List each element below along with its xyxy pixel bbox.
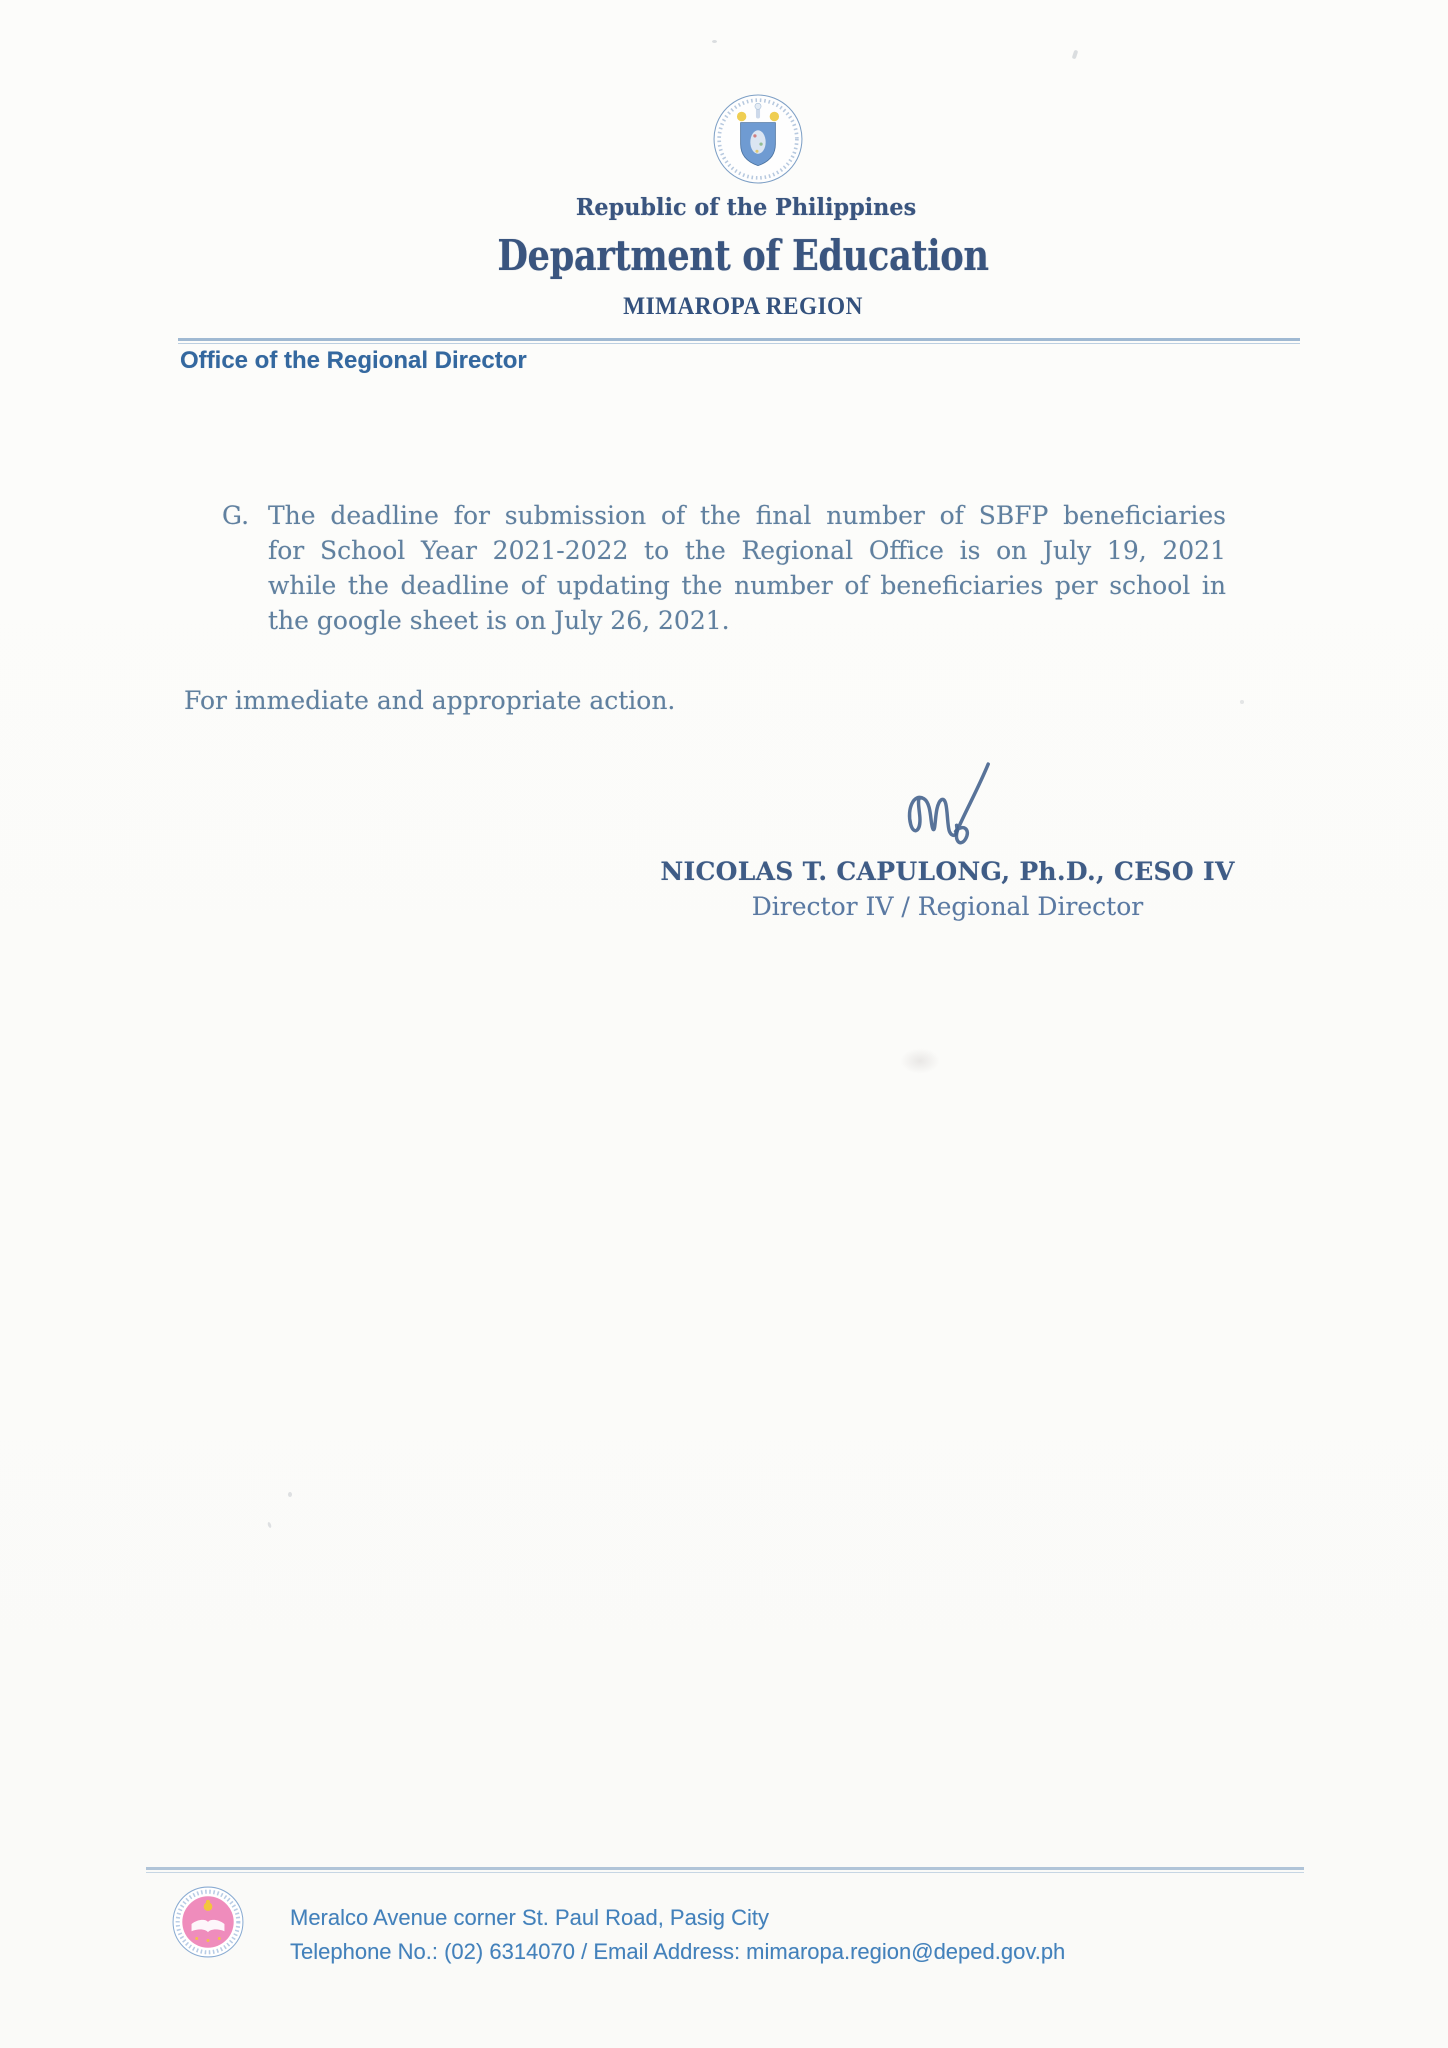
department-line: Department of Education: [497, 231, 989, 280]
closing-line: For immediate and appropriate action.: [184, 686, 676, 715]
paragraph-line: the google sheet is on July 26, 2021.: [268, 606, 730, 635]
paragraph-line: for School Year 2021-2022 to the Regional Office is on July 19, 2021: [268, 536, 1226, 565]
scan-artifact: [712, 40, 717, 43]
scan-artifact: [288, 1492, 292, 1497]
header-rule-shadow: [178, 343, 1300, 344]
footer-rule-shadow: [146, 1872, 1304, 1873]
paragraph-line: The deadline for submission of the final number of SBFP beneficiaries: [268, 501, 1226, 530]
scan-artifact: [900, 1048, 940, 1074]
scan-artifact: [1072, 50, 1079, 60]
scan-artifact: [267, 1522, 272, 1529]
signature-scribble-icon: [893, 760, 1011, 862]
scan-artifact: [1240, 700, 1244, 704]
republic-line: Republic of the Philippines: [575, 194, 917, 221]
deped-seal-pink-icon: [171, 1885, 245, 1959]
footer-rule: [146, 1867, 1304, 1870]
footer-contact: Telephone No.: (02) 6314070 / Email Address: mimaropa.region@deped.gov.ph: [290, 1939, 1066, 1964]
signatory-name: NICOLAS T. CAPULONG, Ph.D., CESO IV: [660, 857, 1235, 886]
deped-seal-icon: [712, 93, 804, 185]
body-paragraph: [268, 498, 1226, 638]
header-rule: [178, 338, 1300, 341]
office-line: Office of the Regional Director: [180, 347, 527, 374]
paragraph-line: while the deadline of updating the number of beneficiaries per school in: [268, 571, 1226, 600]
paragraph-letter: G.: [222, 501, 250, 530]
region-line: MIMAROPA REGION: [623, 293, 863, 320]
footer-contact-block: [290, 1901, 1065, 1969]
footer-address: Meralco Avenue corner St. Paul Road, Pasig City: [290, 1905, 769, 1930]
signatory-title: Director IV / Regional Director: [751, 892, 1144, 921]
